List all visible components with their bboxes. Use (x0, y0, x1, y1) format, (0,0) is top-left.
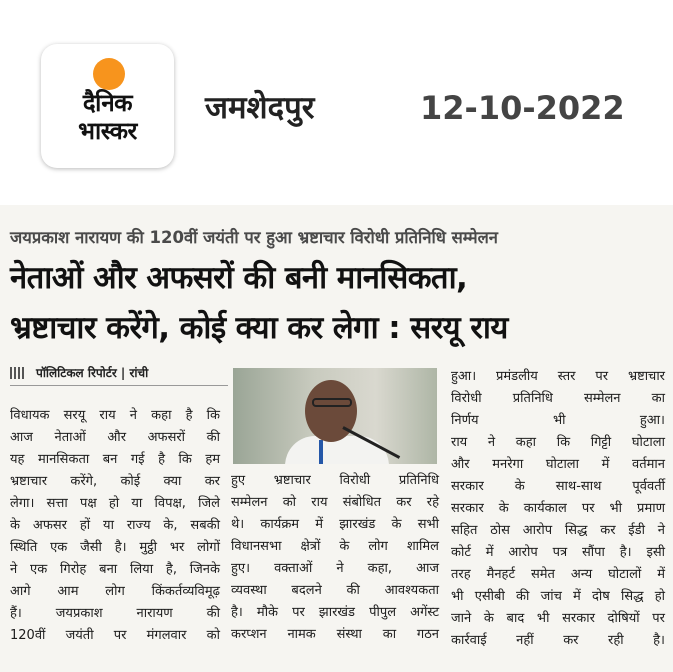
column-line: कार्रवाई नहीं कर रही है। (451, 633, 665, 648)
column-line: विधायक सरयू राय ने कहा है कि (10, 408, 220, 423)
column-line: सहित ठोस आरोप सिद्ध कर ईडी ने (451, 523, 665, 538)
column-line: विधानसभा क्षेत्रों के लोग शामिल (231, 539, 439, 554)
column-line: राय ने कहा कि गिट्टी घोटाला (451, 435, 665, 450)
column-line: हुए भ्रष्टाचार विरोधी प्रतिनिधि (231, 473, 439, 488)
column-line: सरकार के कार्यकाल पर भी प्रमाण (451, 501, 665, 516)
logo-text-line2: भास्कर (78, 117, 137, 145)
article-column-2 (231, 470, 439, 646)
logo-text-line1: दैनिक (82, 89, 133, 117)
column-line: विरोधी प्रतिनिधि सम्मेलन का (451, 391, 665, 406)
article-column-1 (10, 405, 220, 647)
article-byline: पॉलिटिकल रिपोर्टर | रांची (10, 364, 228, 386)
column-line: के अफसर हों या राज्य के, सबकी (10, 518, 220, 533)
article-kicker: जयप्रकाश नारायण की 120वीं जयंती पर हुआ भ्रष्टाचार विरोधी प्रतिनिधि सम्मेलन (10, 228, 498, 247)
column-line: स्थिति एक जैसी है। मुट्ठी भर लोगों (10, 540, 220, 555)
column-line: व्यवस्था बदलने की आवश्यकता (231, 583, 439, 598)
edition-city: जमशेदपुर (205, 90, 315, 126)
column-line: करप्शन नामक संस्था का गठन (231, 627, 439, 642)
column-line: है। मौके पर झारखंड पीपुल अगेंस्ट (231, 605, 439, 620)
column-line: सरकार के साथ-साथ पूर्ववर्ती (451, 479, 665, 494)
column-line: 120वीं जयंती पर मंगलवार को (10, 628, 220, 643)
sun-icon (93, 58, 125, 90)
dainik-bhaskar-logo (41, 44, 174, 168)
column-line: आगे आम लोग किंकर्तव्यविमूढ़ (10, 584, 220, 599)
column-line: कोर्ट में आरोप पत्र सौंपा है। इसी (451, 545, 665, 560)
column-line: यह मानसिकता बन गई है कि हम (10, 452, 220, 467)
column-line: आज नेताओं और अफसरों की (10, 430, 220, 445)
edition-date: 12-10-2022 (420, 89, 625, 127)
column-line: निर्णय भी हुआ। (451, 413, 665, 428)
column-line: हुए। वक्ताओं ने कहा, आज (231, 561, 439, 576)
column-line: भी एसीबी की जांच में दोष सिद्ध हो (451, 589, 665, 604)
column-line: तरह मैनहर्ट समेत अन्य घोटालों में (451, 567, 665, 582)
column-line: थे। कार्यक्रम में झारखंड के सभी (231, 517, 439, 532)
column-line: हैं। जयप्रकाश नारायण की (10, 606, 220, 621)
column-line: हुआ। प्रमंडलीय स्तर पर भ्रष्टाचार (451, 369, 665, 384)
column-line: लेगा। सत्ता पक्ष हो या विपक्ष, जिले (10, 496, 220, 511)
headline-line-1: नेताओं और अफसरों की बनी मानसिकता, (10, 260, 468, 296)
headline-line-2: भ्रष्टाचार करेंगे, कोई क्या कर लेगा : सरयू राय (10, 310, 508, 346)
column-line: भ्रष्टाचार करेंगे, कोई क्या कर (10, 474, 220, 489)
column-line: और मनरेगा घोटाला में वर्तमान (451, 457, 665, 472)
article-column-3 (451, 366, 665, 652)
column-line: सम्मेलन को राय संबोधित कर रहे (231, 495, 439, 510)
column-line: जाने के बाद भी सरकार दोषियों पर (451, 611, 665, 626)
article-photo-speaker (233, 368, 437, 464)
column-line: ने एक गिरोह बना लिया है, जिनके (10, 562, 220, 577)
